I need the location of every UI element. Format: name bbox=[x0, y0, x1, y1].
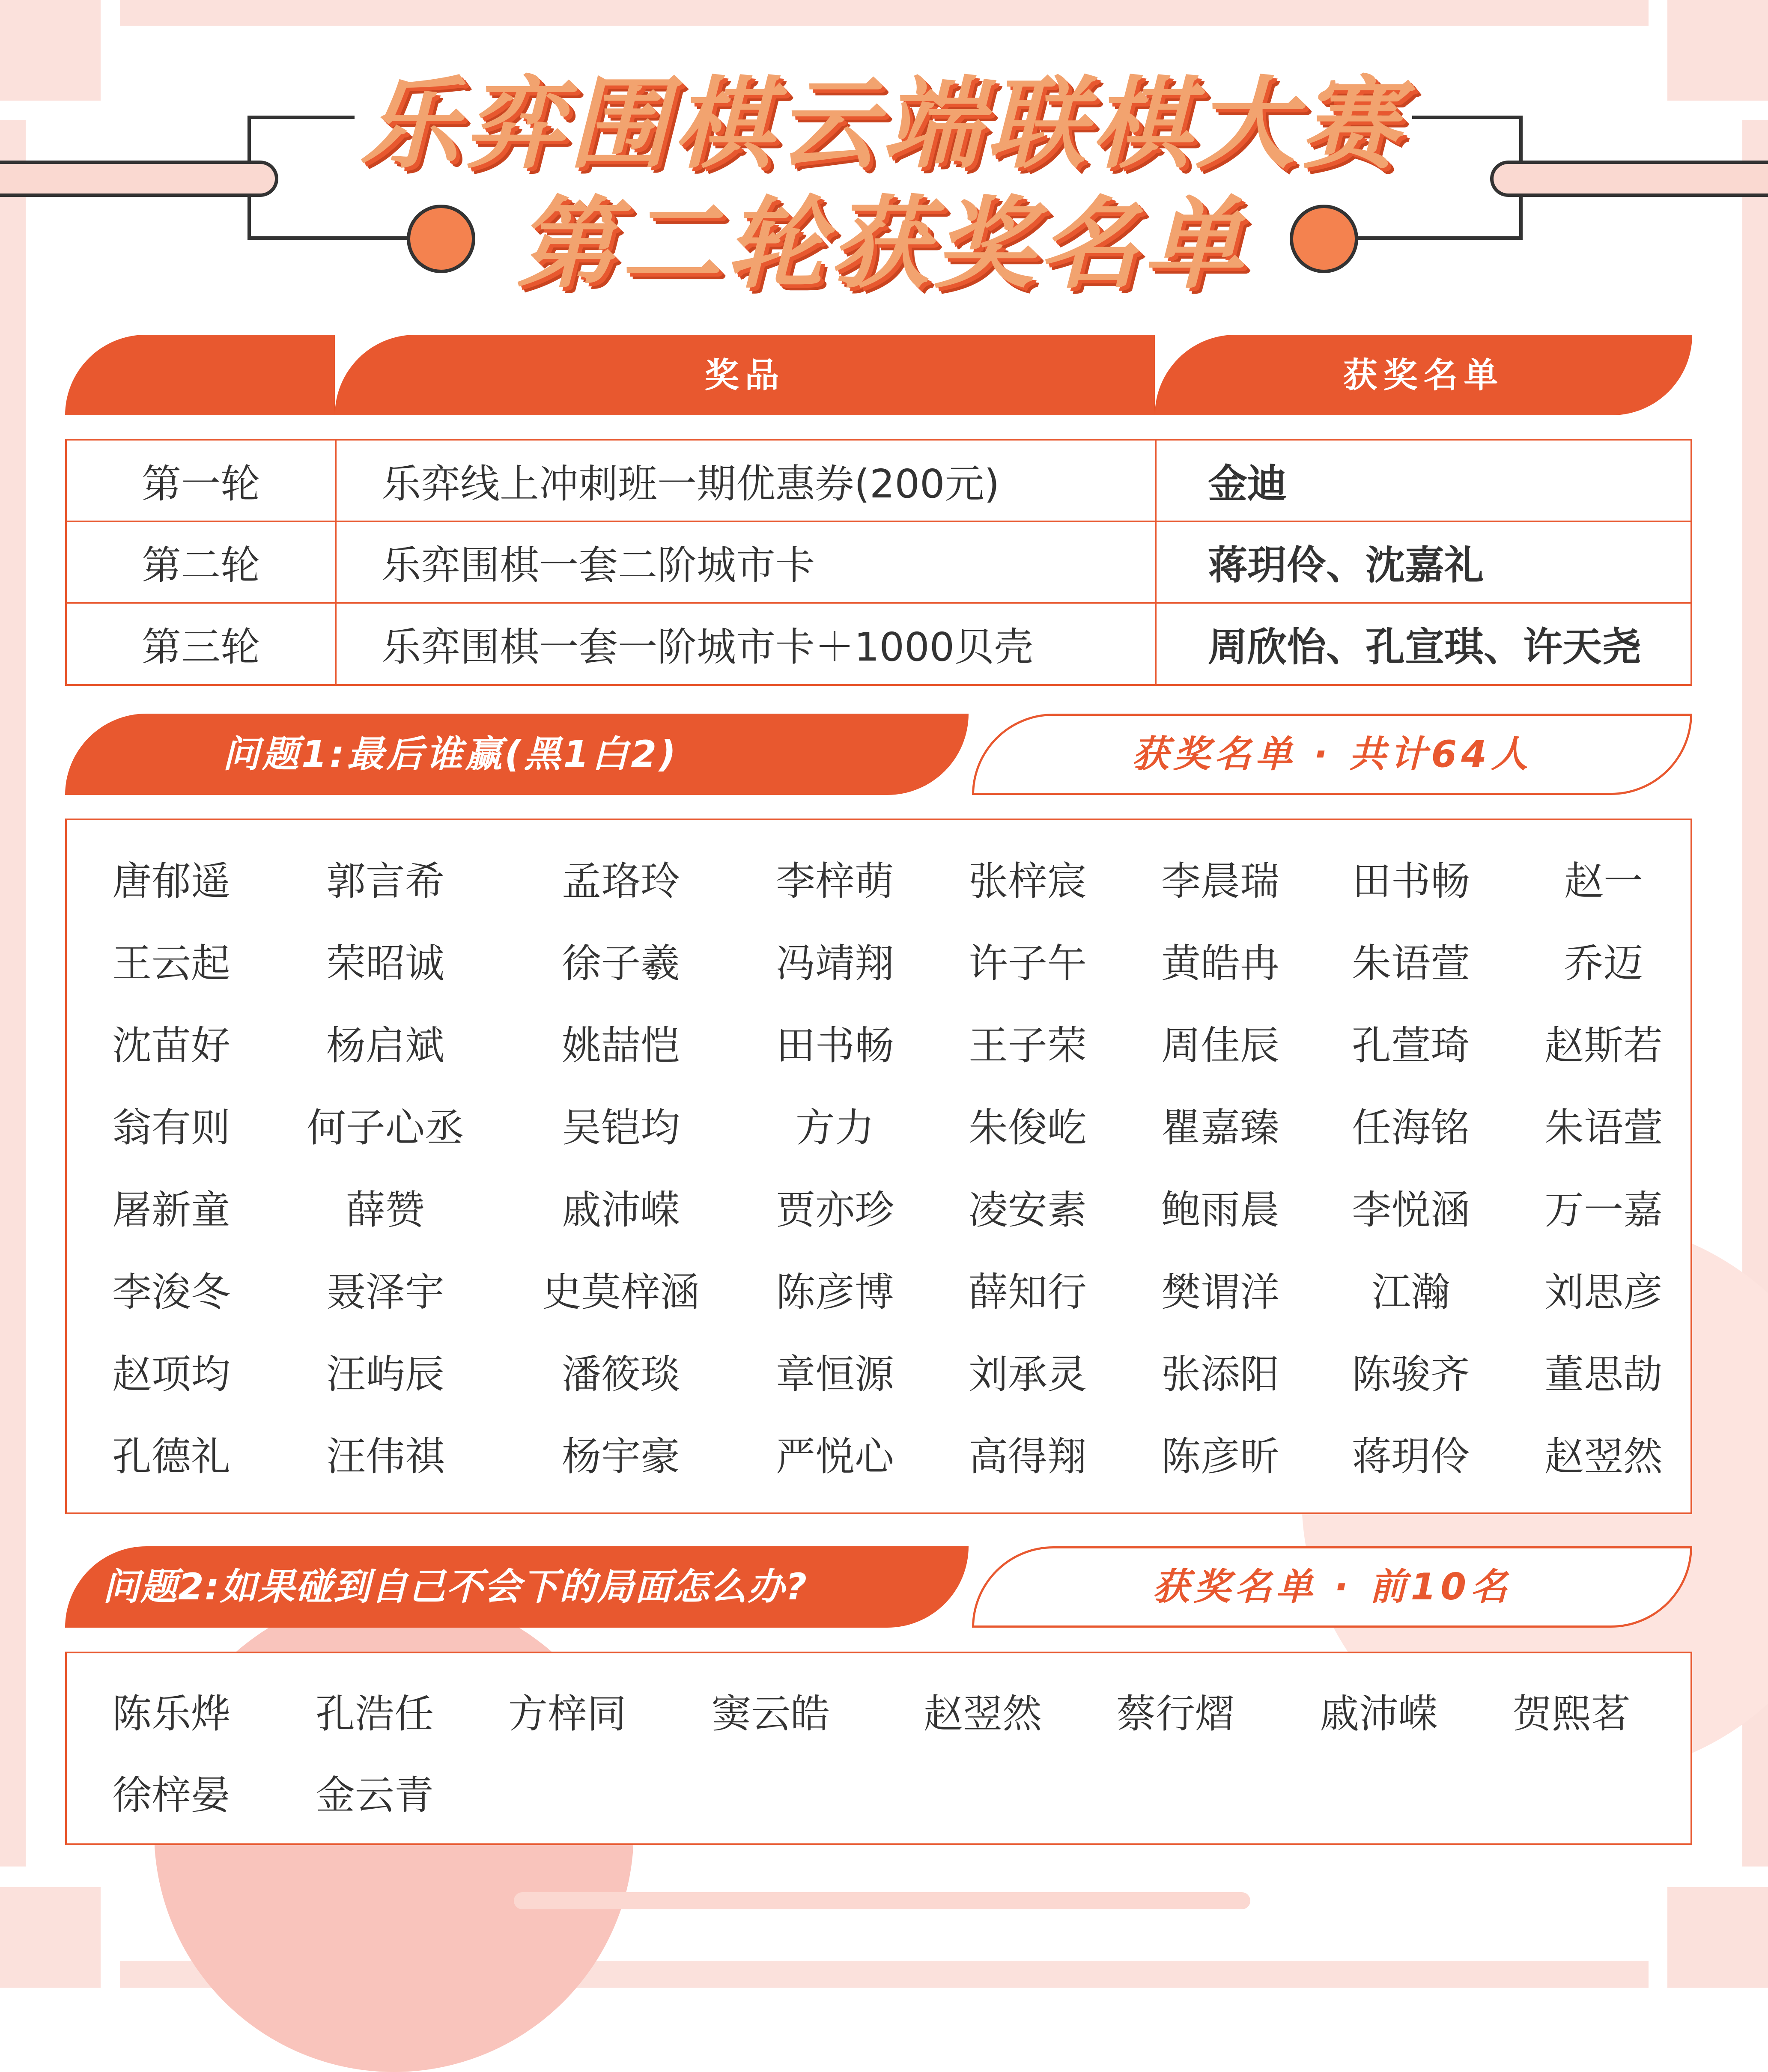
question1-winner-name: 沈苗好 bbox=[112, 1023, 231, 1069]
question1-winner-name: 薛赞 bbox=[346, 1187, 425, 1233]
question1-winner-name: 朱语萱 bbox=[1544, 1105, 1663, 1151]
question1-winner-name: 汪伟祺 bbox=[326, 1434, 445, 1480]
prize-round-3: 第三轮 bbox=[141, 624, 260, 670]
question1-winner-name: 贾亦珍 bbox=[775, 1187, 894, 1233]
decor-left-bar bbox=[0, 120, 26, 1867]
question1-winner-name: 朱语萱 bbox=[1351, 941, 1470, 986]
question2-winner-name: 陈乐烨 bbox=[112, 1691, 231, 1737]
question2-winner-name: 孔浩任 bbox=[315, 1691, 434, 1737]
question1-side-label: 获奖名单 · 共计64人 bbox=[1132, 733, 1532, 776]
question1-winner-name: 唐郁遥 bbox=[112, 858, 231, 904]
question1-winner-name: 王子荣 bbox=[968, 1023, 1087, 1069]
question1-winner-name: 孔萱琦 bbox=[1351, 1023, 1470, 1069]
question1-winner-name: 杨启斌 bbox=[326, 1023, 445, 1069]
question1-winner-name: 黄皓冉 bbox=[1161, 941, 1280, 986]
question1-winner-name: 方力 bbox=[795, 1105, 875, 1151]
question1-winner-name: 李梓萌 bbox=[775, 858, 894, 904]
prize-table bbox=[65, 439, 1692, 686]
decor-bottom-pill bbox=[514, 1892, 1250, 1909]
question1-winner-name: 乔迈 bbox=[1564, 941, 1643, 986]
prize-table-col-divider bbox=[335, 441, 337, 684]
prize-item-2: 乐弈围棋一套二阶城市卡 bbox=[382, 542, 815, 588]
question2-winner-name: 贺熙茗 bbox=[1512, 1691, 1631, 1737]
question1-winner-name: 刘思彦 bbox=[1544, 1269, 1663, 1315]
question1-winner-name: 蒋玥伶 bbox=[1351, 1434, 1470, 1480]
question1-winner-name: 王云起 bbox=[112, 941, 231, 986]
question1-winner-name: 章恒源 bbox=[775, 1352, 894, 1397]
question1-winner-name: 屠新童 bbox=[112, 1187, 231, 1233]
question1-winner-name: 李晨瑞 bbox=[1161, 858, 1280, 904]
question1-winner-name: 姚喆恺 bbox=[561, 1023, 680, 1069]
question1-winner-name: 陈彦昕 bbox=[1161, 1434, 1280, 1480]
page-title-line1: 乐弈围棋云端联棋大赛 bbox=[359, 66, 1404, 182]
question2-side-label: 获奖名单 · 前10名 bbox=[1152, 1566, 1512, 1608]
question1-winner-name: 薛知行 bbox=[968, 1269, 1087, 1315]
prize-winners-3: 周欣怡、孔宣琪、许天尧 bbox=[1208, 624, 1642, 670]
question1-winner-name: 刘承灵 bbox=[968, 1352, 1087, 1397]
prize-winners-1: 金迪 bbox=[1208, 461, 1287, 507]
question1-winner-name: 凌安素 bbox=[968, 1187, 1087, 1233]
question2-names-box bbox=[65, 1652, 1692, 1845]
question1-winner-name: 樊谓洋 bbox=[1161, 1269, 1280, 1315]
question2-winner-name: 方梓同 bbox=[508, 1691, 627, 1737]
question1-names-box bbox=[65, 819, 1692, 1514]
question1-winner-name: 鲍雨晨 bbox=[1161, 1187, 1280, 1233]
question1-winner-name: 瞿嘉臻 bbox=[1161, 1105, 1280, 1151]
page-title-line2: 第二轮获奖名单 bbox=[516, 186, 1248, 302]
question1-winner-name: 李浚冬 bbox=[112, 1269, 231, 1315]
question1-title: 问题1:最后谁赢(黑1白2) bbox=[223, 733, 679, 776]
decor-dot-left bbox=[407, 205, 475, 273]
question1-winner-name: 周佳辰 bbox=[1161, 1023, 1280, 1069]
question1-winner-name: 汪屿辰 bbox=[326, 1352, 445, 1397]
question1-winner-name: 田书畅 bbox=[775, 1023, 894, 1069]
question1-winner-name: 许子午 bbox=[968, 941, 1087, 986]
decor-corner-tl bbox=[0, 0, 101, 101]
question2-winner-name: 赵翌然 bbox=[923, 1691, 1042, 1737]
question1-winner-name: 郭言希 bbox=[326, 858, 445, 904]
question1-winner-name: 徐子羲 bbox=[561, 941, 680, 986]
question1-winner-name: 严悦心 bbox=[775, 1434, 894, 1480]
question1-winner-name: 史莫梓涵 bbox=[542, 1269, 700, 1315]
question1-winner-name: 董思劼 bbox=[1544, 1352, 1663, 1397]
prize-header-col1 bbox=[65, 335, 335, 415]
decor-pill-left bbox=[0, 161, 278, 197]
question1-winner-name: 赵斯若 bbox=[1544, 1023, 1663, 1069]
prize-winners-2: 蒋玥伶、沈嘉礼 bbox=[1208, 542, 1484, 588]
question1-winner-name: 聂泽宇 bbox=[326, 1269, 445, 1315]
question2-winner-name: 徐梓晏 bbox=[112, 1772, 231, 1818]
question1-winner-name: 翁有则 bbox=[112, 1105, 231, 1151]
prize-round-1: 第一轮 bbox=[141, 461, 260, 507]
prize-item-1: 乐弈线上冲刺班一期优惠券(200元) bbox=[382, 461, 1000, 507]
prize-table-col-divider bbox=[1155, 441, 1157, 684]
question1-winner-name: 江瀚 bbox=[1371, 1269, 1451, 1315]
question1-winner-name: 张梓宸 bbox=[968, 858, 1087, 904]
decor-corner-bl bbox=[0, 1887, 101, 1988]
question1-winner-name: 孔德礼 bbox=[112, 1434, 231, 1480]
question1-winner-name: 吴铠均 bbox=[561, 1105, 680, 1151]
decor-corner-br bbox=[1667, 1887, 1768, 1988]
question1-winner-name: 朱俊屹 bbox=[968, 1105, 1087, 1151]
decor-pill-right bbox=[1490, 161, 1768, 197]
question1-winner-name: 冯靖翔 bbox=[775, 941, 894, 986]
decor-dot-right bbox=[1290, 205, 1358, 273]
question1-winner-name: 赵项均 bbox=[112, 1352, 231, 1397]
title-frame-bottom-right bbox=[1357, 236, 1519, 240]
question1-winner-name: 田书畅 bbox=[1351, 858, 1470, 904]
question1-winner-name: 荣昭诚 bbox=[326, 941, 445, 986]
decor-corner-tr bbox=[1667, 0, 1768, 101]
prize-header-col2: 奖品 bbox=[335, 335, 1155, 415]
question1-winner-name: 潘筱琰 bbox=[561, 1352, 680, 1397]
question1-winner-name: 戚沛嵘 bbox=[561, 1187, 680, 1233]
question1-winner-name: 赵一 bbox=[1564, 858, 1643, 904]
question2-title: 问题2:如果碰到自己不会下的局面怎么办? bbox=[103, 1566, 808, 1608]
question2-winner-name: 金云青 bbox=[315, 1772, 434, 1818]
question2-winner-name: 窦云皓 bbox=[711, 1691, 830, 1737]
question1-winner-name: 陈骏齐 bbox=[1351, 1352, 1470, 1397]
question1-winner-name: 陈彦博 bbox=[775, 1269, 894, 1315]
question2-winner-name: 蔡行熠 bbox=[1116, 1691, 1235, 1737]
question1-winner-name: 任海铭 bbox=[1351, 1105, 1470, 1151]
question1-winner-name: 万一嘉 bbox=[1544, 1187, 1663, 1233]
question1-winner-name: 赵翌然 bbox=[1544, 1434, 1663, 1480]
prize-round-2: 第二轮 bbox=[141, 542, 260, 588]
title-frame-bottom-left bbox=[247, 236, 410, 240]
prize-header-col3: 获奖名单 bbox=[1155, 335, 1692, 415]
question1-winner-name: 何子心丞 bbox=[306, 1105, 465, 1151]
question1-winner-name: 高得翔 bbox=[968, 1434, 1087, 1480]
question1-winner-name: 张添阳 bbox=[1161, 1352, 1280, 1397]
prize-item-3: 乐弈围棋一套一阶城市卡＋1000贝壳 bbox=[382, 624, 1034, 670]
question1-winner-name: 杨宇豪 bbox=[561, 1434, 680, 1480]
question1-winner-name: 李悦涵 bbox=[1351, 1187, 1470, 1233]
question1-winner-name: 孟珞玲 bbox=[561, 858, 680, 904]
question2-winner-name: 戚沛嵘 bbox=[1319, 1691, 1438, 1737]
decor-top-bar bbox=[120, 0, 1649, 26]
